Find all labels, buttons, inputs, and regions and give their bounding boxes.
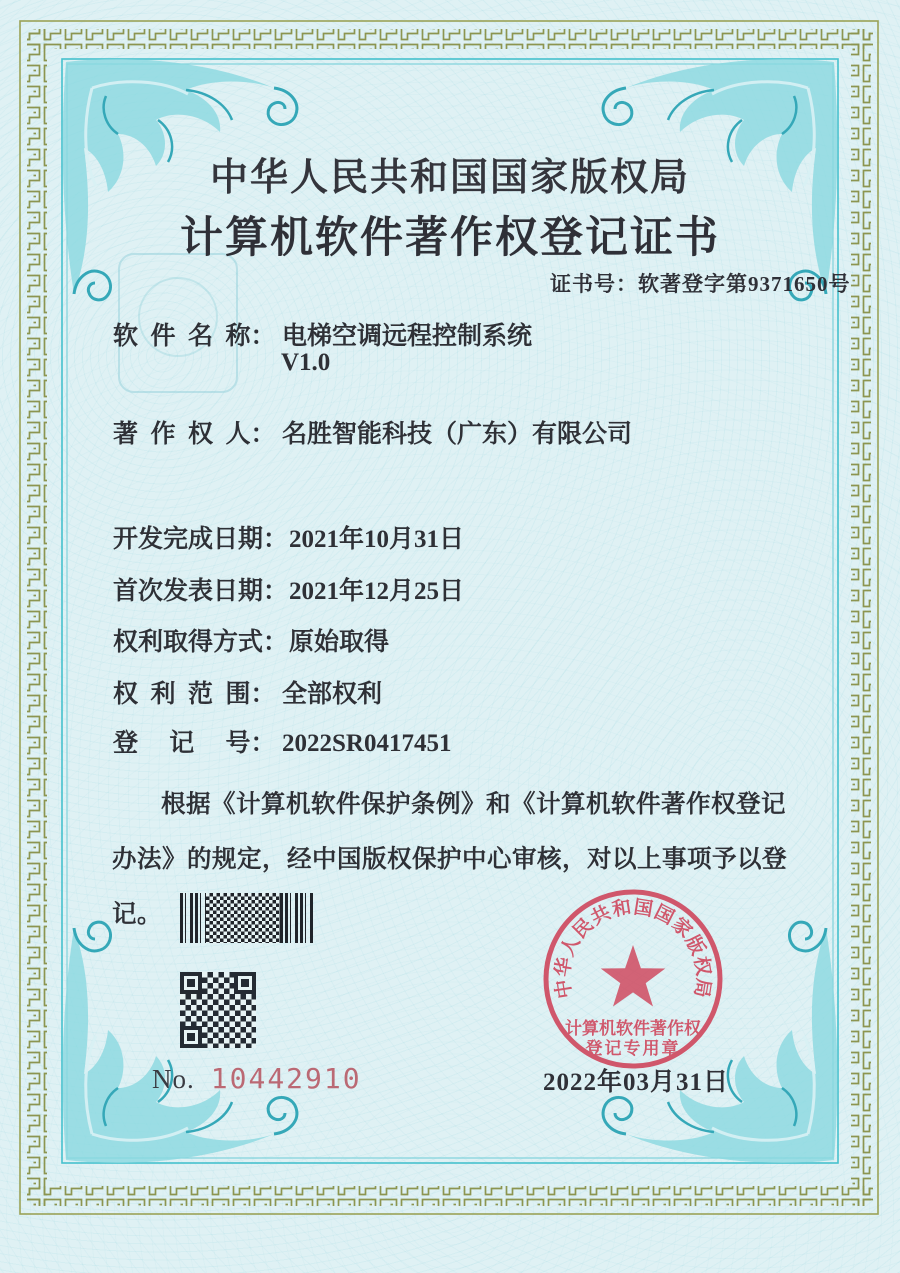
field-value: 2022SR0417451 <box>282 730 452 757</box>
seal-star <box>601 945 666 1007</box>
field-row-software-name <box>113 316 532 352</box>
document-title: 计算机软件著作权登记证书 <box>180 215 720 262</box>
field-row-dev-complete-date <box>113 519 464 555</box>
field-row-copyright-owner <box>113 414 632 450</box>
field-label: 开发完成日期： <box>113 526 289 553</box>
registration-statement: 根据《计算机软件保护条例》和《计算机软件著作权登记办法》的规定，经中国版权保护中心审核，对以上事项予以登记。 <box>112 791 787 928</box>
field-label: 登 记 号： <box>113 730 276 757</box>
qr-code <box>180 972 256 1048</box>
certificate-number-line <box>550 268 851 298</box>
field-value-version: V1.0 <box>281 349 331 376</box>
barcode-2d-block <box>206 893 280 943</box>
field-label: 首次发表日期： <box>113 578 289 605</box>
issue-date: 2022年03月31日 <box>543 1069 730 1096</box>
qr-finder-top-right <box>234 972 256 994</box>
field-row-rights-acquisition <box>113 622 389 658</box>
qr-finder-bottom-left <box>180 1026 202 1048</box>
field-label: 权 利 范 围： <box>113 681 276 708</box>
field-label: 软 件 名 称： <box>113 323 276 350</box>
serial-number-line <box>152 1062 362 1095</box>
field-row-rights-scope <box>113 674 382 710</box>
field-value: 全部权利 <box>282 681 383 708</box>
qr-finder-top-left <box>180 972 202 994</box>
certificate-number-value: 软著登字第9371650号 <box>638 272 851 296</box>
serial-label: No. <box>152 1064 195 1094</box>
seal-ring-text: 中华人民共和国国家版权局 <box>552 897 714 1000</box>
field-value: 电梯空调远程控制系统 <box>282 323 533 350</box>
field-row-first-publish-date <box>113 571 464 607</box>
field-label: 权利取得方式： <box>113 629 289 656</box>
serial-value: 10442910 <box>210 1062 362 1095</box>
field-row-registration-number <box>113 723 451 759</box>
field-value: 2021年10月31日 <box>289 526 465 553</box>
certificate-number-label: 证书号： <box>550 272 638 296</box>
seal-line1: 计算机软件著作权 <box>565 1019 701 1038</box>
barcode <box>180 893 313 943</box>
field-value: 原始取得 <box>289 629 390 656</box>
authority-title: 中华人民共和国国家版权局 <box>209 157 690 199</box>
seal-line2: 登记专用章 <box>585 1039 681 1058</box>
field-value: 名胜智能科技（广东）有限公司 <box>282 421 633 448</box>
field-value: 2021年12月25日 <box>289 578 465 605</box>
field-label: 著 作 权 人： <box>113 421 276 448</box>
